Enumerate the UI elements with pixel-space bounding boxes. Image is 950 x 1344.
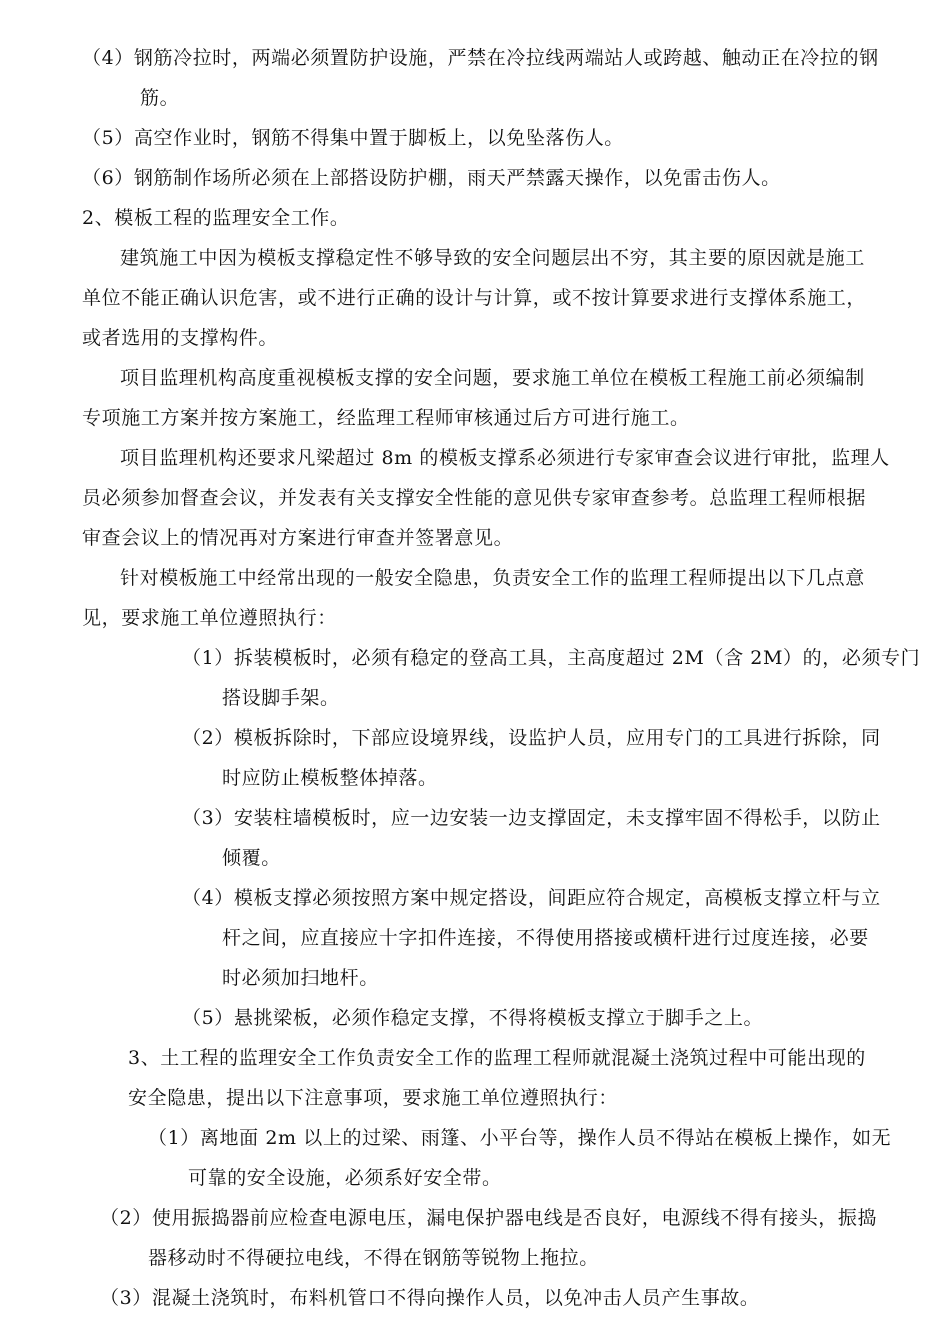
list-item: （2）使用振捣器前应检查电源电压，漏电保护器电线是否良好，电源线不得有接头，振捣 xyxy=(100,1207,878,1229)
text-line: 可靠的安全设施，必须系好安全带。 xyxy=(188,1167,502,1189)
text-line: 时应防止模板整体掉落。 xyxy=(222,767,438,789)
text-line: 筋。 xyxy=(140,87,180,109)
list-item: （4）模板支撑必须按照方案中规定搭设，间距应符合规定，高模板支撑立杆与立 xyxy=(182,887,881,909)
text-line: 员必须参加督查会议，并发表有关支撑安全性能的意见供专家审查参考。总监理工程师根据 xyxy=(82,487,867,509)
text-line: 项目监理机构还要求凡梁超过 8m 的模板支撑系必须进行专家审查会议进行审批，监理人 xyxy=(120,447,890,469)
text-line: （5）高空作业时，钢筋不得集中置于脚板上，以免坠落伤人。 xyxy=(82,127,624,149)
section-heading: 2、模板工程的监理安全工作。 xyxy=(82,207,350,229)
section-heading: 3、土工程的监理安全工作负责安全工作的监理工程师就混凝土浇筑过程中可能出现的 xyxy=(128,1047,866,1069)
text-line: 杆之间，应直接应十字扣件连接，不得使用搭接或横杆进行过度连接，必要 xyxy=(222,927,869,949)
text-line: （4）钢筋冷拉时，两端必须置防护设施，严禁在冷拉线两端站人或跨越、触动正在冷拉的钢 xyxy=(82,47,879,69)
text-line: 搭设脚手架。 xyxy=(222,687,340,709)
text-line: 专项施工方案并按方案施工，经监理工程师审核通过后方可进行施工。 xyxy=(82,407,690,429)
text-line: 见，要求施工单位遵照执行： xyxy=(82,607,337,629)
text-line: 或者选用的支撑构件。 xyxy=(82,327,279,349)
text-line: 器移动时不得硬拉电线，不得在钢筋等锐物上拖拉。 xyxy=(148,1247,599,1269)
text-line: 审查会议上的情况再对方案进行审查并签署意见。 xyxy=(82,527,514,549)
text-line: 时必须加扫地杆。 xyxy=(222,967,379,989)
list-item: （2）模板拆除时，下部应设境界线，设监护人员，应用专门的工具进行拆除，同 xyxy=(182,727,881,749)
text-line: 项目监理机构高度重视模板支撑的安全问题，要求施工单位在模板工程施工前必须编制 xyxy=(120,367,865,389)
text-line: 建筑施工中因为模板支撑稳定性不够导致的安全问题层出不穷，其主要的原因就是施工 xyxy=(120,247,865,269)
text-line: 单位不能正确认识危害，或不进行正确的设计与计算，或不按计算要求进行支撑体系施工， xyxy=(82,287,867,309)
text-line: 安全隐患，提出以下注意事项，要求施工单位遵照执行： xyxy=(128,1087,619,1109)
text-line: 针对模板施工中经常出现的一般安全隐患，负责安全工作的监理工程师提出以下几点意 xyxy=(120,567,865,589)
list-item: （1）拆装模板时，必须有稳定的登高工具，主高度超过 2M（含 2M）的，必须专门 xyxy=(182,647,921,669)
list-item: （3）混凝土浇筑时，布料机管口不得向操作人员，以免冲击人员产生事故。 xyxy=(100,1287,760,1309)
list-item: （3）安装柱墙模板时，应一边安装一边支撑固定，未支撑牢固不得松手，以防止 xyxy=(182,807,881,829)
list-item: （1）离地面 2m 以上的过梁、雨篷、小平台等，操作人员不得站在模板上操作，如无 xyxy=(148,1127,892,1149)
list-item: （5）悬挑梁板，必须作稳定支撑，不得将模板支撑立于脚手之上。 xyxy=(182,1007,764,1029)
text-line: （6）钢筋制作场所必须在上部搭设防护棚，雨天严禁露天操作，以免雷击伤人。 xyxy=(82,167,781,189)
text-line: 倾覆。 xyxy=(222,847,281,869)
